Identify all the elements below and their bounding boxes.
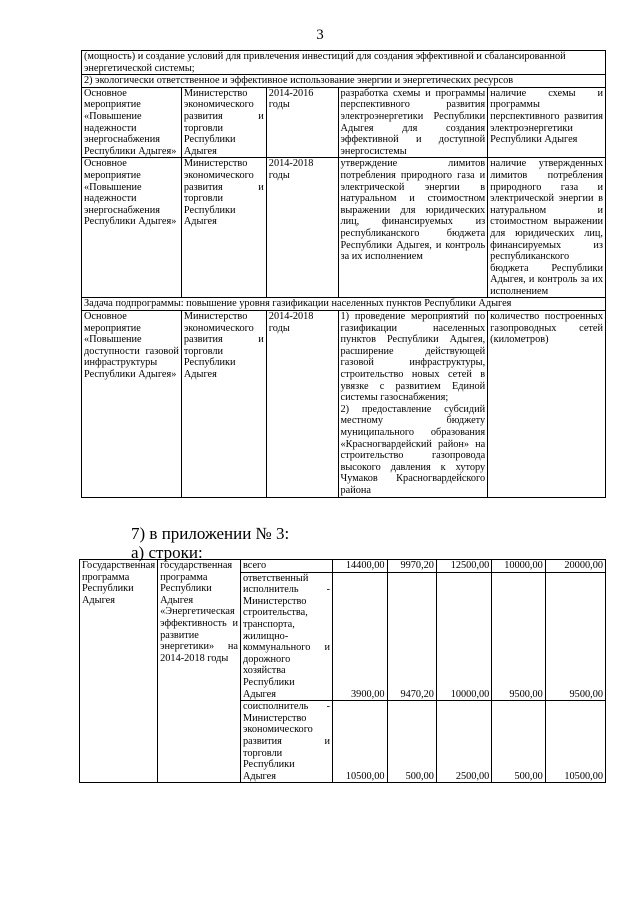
expected-result: разработка схемы и программы перспективного развития электроэнергетики Республики Адыгея для создания эффективной и доступной энергосистемы (338, 87, 488, 158)
responsible-executor: Министерство экономического развития и торговли Республики Адыгея (181, 311, 266, 498)
responsible-executor: Министерство экономического развития и торговли Республики Адыгея (181, 87, 266, 158)
table-row (82, 87, 606, 158)
period: 2014-2018 годы (266, 311, 338, 498)
table-row (82, 51, 606, 75)
expected-result: утверждение лимитов потребления природного газа и электрической энергии в натуральном и стоимостном выражении для юридических лиц, финансируемых из республиканского бюджета Республики Адыгея, и контроль за их исполнением (338, 158, 488, 298)
amount-2015: 9470,20 (387, 572, 436, 701)
amount-2016: 12500,00 (436, 560, 491, 573)
page-number: 3 (316, 27, 324, 43)
amount-2017: 500,00 (492, 701, 545, 783)
measure-name: Основное мероприятие «Повышение надежности энергоснабжения Республики Адыгея» (82, 87, 182, 158)
amount-2018: 9500,00 (545, 572, 605, 701)
indicator: наличие схемы и программы перспективного развития электроэнергетики Республики Адыгея (488, 87, 606, 158)
amount-2014: 10500,00 (333, 701, 387, 783)
amendment-subitem-heading: а) строки: (131, 543, 203, 562)
amount-2017: 9500,00 (492, 572, 545, 701)
table-row (82, 158, 606, 298)
table-row (82, 298, 606, 311)
subprogram-task: Задача подпрограммы: повышение уровня газификации населенных пунктов Республики Адыгея (82, 298, 606, 311)
amount-2017: 10000,00 (492, 560, 545, 573)
table-row (82, 311, 606, 498)
continuation-text: (мощность) и создание условий для привлечения инвестиций для создания эффективной и сбалансированной энергетической системы; (82, 51, 606, 75)
table-row (80, 560, 606, 573)
expected-result: 1) проведение мероприятий по газификации населенных пунктов Республики Адыгея, расширение действующей газовой инфраструктуры, строительство новых сетей в увязке с развитием Единой системы газоснабжения; 2) предоставление субсидий местному бюджету муниципального образования «Красногвардейский район» на строительство газопровода высокого давления к хутору Чумаков Красногвардейского района (338, 311, 488, 498)
measure-name: Основное мероприятие «Повышение доступности газовой инфраструктуры Республики Адыгея» (82, 311, 182, 498)
amendment-item-heading: 7) в приложении № 3: (131, 524, 290, 543)
funding-label: всего (240, 560, 332, 573)
amount-2018: 10500,00 (545, 701, 605, 783)
period: 2014-2018 годы (266, 158, 338, 298)
measure-name: Основное мероприятие «Повышение надежности энергоснабжения Республики Адыгея» (82, 158, 182, 298)
table-row (82, 75, 606, 88)
indicator: количество построенных газопроводных сетей (километров) (488, 311, 606, 498)
amount-2015: 9970,20 (387, 560, 436, 573)
amount-2016: 10000,00 (436, 572, 491, 701)
responsible-executor: Министерство экономического развития и торговли Республики Адыгея (181, 158, 266, 298)
amount-2015: 500,00 (387, 701, 436, 783)
funding-table (79, 559, 606, 783)
amount-2018: 20000,00 (545, 560, 605, 573)
indicator: наличие утвержденных лимитов потребления природного газа и электрической энергии в натуральном и стоимостном выражении для юридических лиц, финансируемых из республиканского бюджета Республики Адыгея, и контроль за их исполнением (488, 158, 606, 298)
funding-label: соисполнитель - Министерство экономического развития и торговли Республики Адыгея (240, 701, 332, 783)
program-status: Государственная программа Республики Адыгея (80, 560, 158, 783)
period: 2014-2016 годы (266, 87, 338, 158)
amount-2014: 3900,00 (333, 572, 387, 701)
measures-table (81, 50, 606, 498)
amount-2016: 2500,00 (436, 701, 491, 783)
funding-label: ответственный исполнитель - Министерство строительства, транспорта, жилищно-коммунального и дорожного хозяйства Республики Адыгея (240, 572, 332, 701)
program-name: государственная программа Республики Адыгея «Энергетическая эффективность и развитие энергетики» на 2014-2018 годы (158, 560, 241, 783)
amount-2014: 14400,00 (333, 560, 387, 573)
section-heading: 2) экологически ответственное и эффективное использование энергии и энергетических ресурсов (82, 75, 606, 88)
